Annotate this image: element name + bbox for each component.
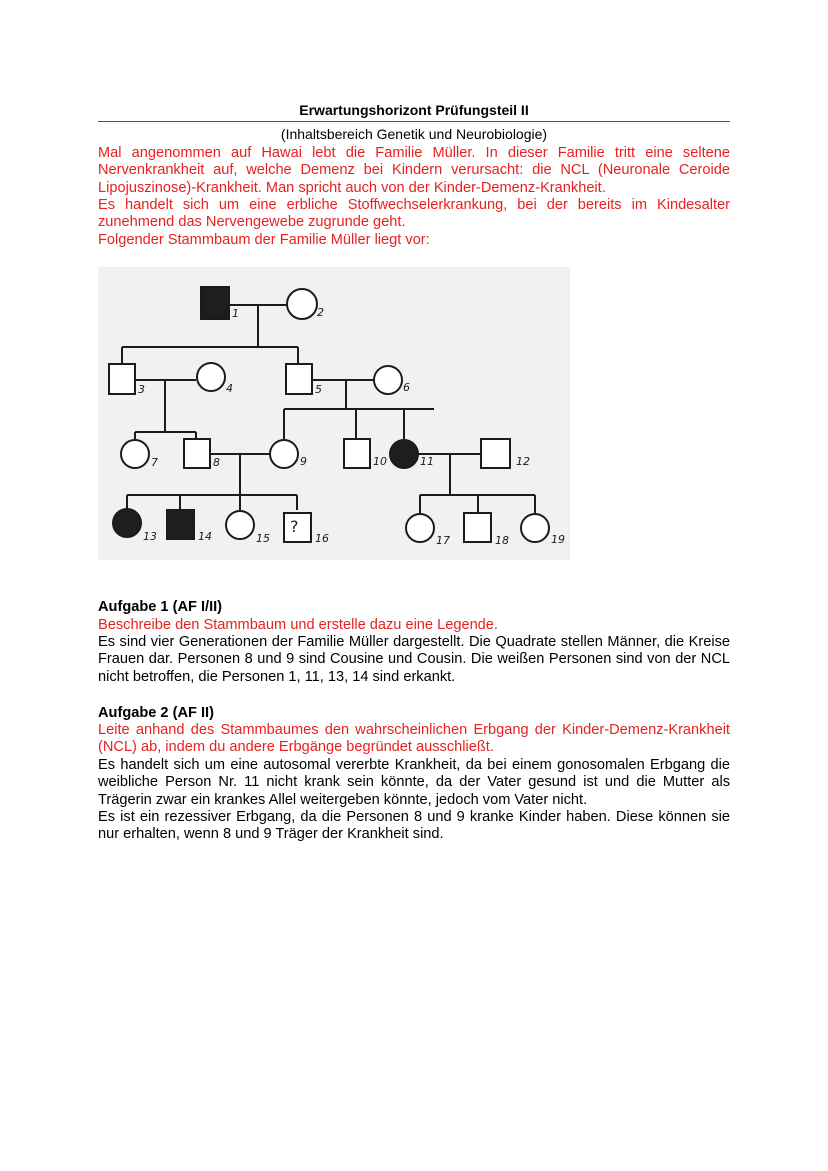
task1-heading: Aufgabe 1 (AF I/II) <box>98 599 223 615</box>
label-18: 18 <box>495 534 509 547</box>
pedigree-chart <box>98 267 570 560</box>
label-9: 9 <box>300 455 307 468</box>
page-title: Erwartungshorizont Prüfungsteil II <box>299 102 529 118</box>
label-13: 13 <box>143 530 157 543</box>
person-10-male <box>344 439 370 468</box>
person-5-male <box>286 364 312 394</box>
label-1: 1 <box>232 307 239 320</box>
page-subtitle: (Inhaltsbereich Genetik und Neurobiologie) <box>280 126 548 142</box>
label-4: 4 <box>226 382 233 395</box>
person-8-male <box>184 439 210 468</box>
label-8: 8 <box>213 456 220 469</box>
label-2: 2 <box>317 306 324 319</box>
label-16: 16 <box>315 532 329 545</box>
intro-paragraph-1: Mal angenommen auf Hawai lebt die Familie Müller. In dieser Familie tritt eine seltene Nervenkrankheit auf, welche Demenz bei Kindern verursacht: die NCL (Neuronale Ceroide Lipojuszinose)-Krankheit. Man spricht auch von der Kinder-Demenz-Krankheit. <box>98 145 730 196</box>
person-9-female <box>270 440 298 468</box>
person-4-female <box>197 363 225 391</box>
task2-heading: Aufgabe 2 (AF II) <box>98 705 214 721</box>
person-18-male <box>464 513 491 542</box>
label-12: 12 <box>516 455 530 468</box>
person-17-female <box>406 514 434 542</box>
label-10: 10 <box>373 455 387 468</box>
intro-paragraph-3: Folgender Stammbaum der Familie Müller liegt vor: <box>98 232 430 248</box>
label-15: 15 <box>256 532 270 545</box>
label-5: 5 <box>315 383 322 396</box>
person-3-male <box>109 364 135 394</box>
task1-answer: Es sind vier Generationen der Familie Müller dargestellt. Die Quadrate stellen Männer, die Kreise Frauen dar. Personen 8 und 9 sind Cousine und Cousin. Die weißen Personen sind von der NCL nicht betroffen, die Personen 1, 11, 13, 14 sind erkankt. <box>98 634 730 685</box>
person-13-affected-female <box>113 509 141 537</box>
person-2-female <box>287 289 317 319</box>
unknown-status-mark: ? <box>290 517 299 536</box>
label-7: 7 <box>151 456 158 469</box>
label-3: 3 <box>138 383 145 396</box>
person-6-female <box>374 366 402 394</box>
person-12-male <box>481 439 510 468</box>
intro-paragraph-2: Es handelt sich um eine erbliche Stoffwechselerkrankung, bei der bereits im Kindesalter zunehmend das Nervengewebe zugrunde geht. <box>98 197 730 231</box>
label-11: 11 <box>420 455 434 468</box>
label-19: 19 <box>551 533 565 546</box>
person-7-female <box>121 440 149 468</box>
task1-question: Beschreibe den Stammbaum und erstelle dazu eine Legende. <box>98 617 498 633</box>
person-14-affected-male <box>167 510 194 539</box>
person-15-female <box>226 511 254 539</box>
task2-question: Leite anhand des Stammbaumes den wahrscheinlichen Erbgang der Kinder-Demenz-Krankheit (NCL) ab, indem du andere Erbgänge begründet ausschließt. <box>98 722 730 756</box>
person-11-affected-female <box>390 440 418 468</box>
label-17: 17 <box>436 534 450 547</box>
task2-answer-2: Es ist ein rezessiver Erbgang, da die Personen 8 und 9 kranke Kinder haben. Diese können sie nur erhalten, wenn 8 und 9 Träger der Krankheit sind. <box>98 809 730 843</box>
task2-answer-1: Es handelt sich um eine autosomal vererbte Krankheit, da bei einem gonosomalen Erbgang die weibliche Person Nr. 11 nicht krank sein könnte, da der Vater gesund ist und die Mutter als Trägerin zwar ein krankes Allel weitergeben könnte, jedoch vom Vater nicht. <box>98 757 730 808</box>
label-6: 6 <box>403 381 410 394</box>
pedigree-photo <box>98 267 570 560</box>
person-1-affected-male <box>201 287 229 319</box>
title-divider <box>98 121 730 122</box>
person-19-female <box>521 514 549 542</box>
label-14: 14 <box>198 530 212 543</box>
